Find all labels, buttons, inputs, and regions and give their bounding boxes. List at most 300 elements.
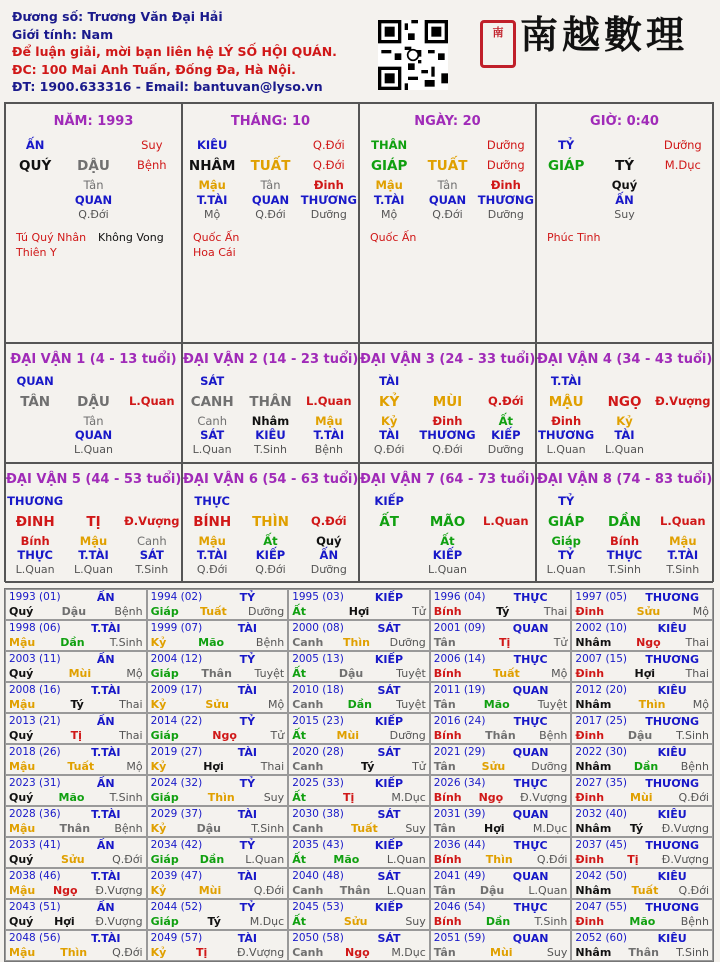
year-cell (430, 589, 572, 620)
year-label: 2019 (27) (150, 746, 203, 758)
year-star: QUAN (512, 870, 549, 883)
year-pillar (151, 760, 285, 773)
year-cell (571, 682, 713, 713)
year-can: Canh (292, 698, 324, 711)
year-star: TỶ (239, 591, 256, 604)
year-chi: Ngọ (212, 729, 237, 742)
year-cell (288, 837, 430, 868)
year-can: Ất (292, 667, 306, 680)
year-cell (5, 806, 147, 837)
year-pillar (575, 884, 709, 897)
year-star: SÁT (377, 622, 401, 635)
year-star: KIẾP (374, 591, 404, 604)
year-pillar (434, 884, 568, 897)
year-chi: Hợi (634, 667, 656, 680)
year-can: Quý (9, 853, 34, 866)
year-star: TỶ (239, 901, 256, 914)
year-status: Tuyệt (537, 698, 568, 711)
year-chi: Mão (629, 915, 656, 928)
year-cell (5, 744, 147, 775)
year-chi: Dần (633, 760, 659, 773)
year-can: Kỷ (150, 760, 167, 773)
year-status: T.Sinh (676, 729, 709, 742)
year-star: THƯƠNG (645, 777, 700, 790)
year-status: Đ.Vượng (661, 822, 709, 835)
year-status: Tuyệt (396, 667, 426, 680)
year-star: T.TÀI (91, 932, 121, 945)
year-label: 2041 (49) (433, 870, 486, 882)
year-cell (571, 651, 713, 682)
year-status: Dưỡng (389, 729, 426, 742)
year-label: 2043 (51) (9, 901, 61, 913)
year-chi: Dậu (338, 667, 364, 680)
year-star: THƯƠNG (645, 839, 700, 852)
year-chi: Tuất (67, 760, 95, 773)
year-star: TỶ (239, 839, 256, 852)
year-status: Q.Đới (112, 946, 143, 959)
year-chi: Tị (499, 636, 511, 649)
year-star: QUAN (512, 746, 549, 759)
year-cell (5, 713, 147, 744)
year-chi: Tý (70, 698, 84, 711)
year-can: Quý (9, 915, 34, 928)
year-cell (5, 682, 147, 713)
year-chi: Dần (60, 636, 85, 649)
year-status: Suy (263, 791, 285, 804)
pillar-day: NGÀY: 20 THÂN Dưỡng GIÁP TUẤT Dưỡng Mậu Tân Đinh T.TÀI QUAN THƯƠNG Mộ Q.Đới Dưỡng Quốc Ấn (359, 103, 536, 343)
contact-note: Để luận giải, mời bạn liên hệ LÝ SỐ HỘI QUÁN. (12, 44, 337, 59)
year-can: Nhâm (575, 884, 612, 897)
year-can: Giáp (150, 791, 179, 804)
year-status: Tử (412, 605, 426, 618)
year-star: TỶ (239, 715, 256, 728)
year-pillar (434, 822, 568, 835)
year-chi: Dậu (196, 822, 221, 835)
year-cell (147, 620, 289, 651)
year-can: Quý (9, 729, 34, 742)
year-chi: Sửu (636, 605, 661, 618)
dai-van-6: ĐẠI VẬN 6 (54 - 63 tuổi) THỰC BÍNH THÌN Q.Đới Mậu Ất Quý T.TÀI KIẾP ẤN Q.Đới Q.Đới Dưỡng (182, 463, 359, 583)
year-label: 2001 (09) (433, 622, 486, 634)
year-pillar (434, 791, 568, 804)
year-status: Q.Đới (678, 884, 709, 897)
year-status: Mộ (551, 667, 568, 680)
year-cell (288, 744, 430, 775)
year-status: Tuyệt (396, 698, 426, 711)
year-label: 2016 (24) (433, 715, 486, 727)
year-star: QUAN (512, 808, 549, 821)
year-pillar (9, 729, 143, 742)
year-can: Ất (292, 853, 306, 866)
year-can: Ất (292, 729, 306, 742)
year-pillar (575, 853, 709, 866)
year-can: Giáp (150, 667, 179, 680)
year-cell (147, 682, 289, 713)
year-label: 2033 (41) (9, 839, 61, 851)
year-label: 2035 (43) (292, 839, 344, 851)
year-star: KIẾP (374, 715, 404, 728)
year-chi: Dần (199, 853, 225, 866)
year-cell (571, 837, 713, 868)
year-status: Bệnh (114, 822, 143, 835)
year-pillar (151, 915, 285, 928)
year-can: Ất (292, 605, 306, 618)
year-can: Giáp (150, 915, 179, 928)
year-label: 2015 (23) (292, 715, 344, 727)
year-pillar (9, 822, 143, 835)
pillar-month: THÁNG: 10 KIÊU Q.Đới NHÂM TUẤT Q.Đới Mậu Tân Đinh T.TÀI QUAN THƯƠNG Mộ Q.Đới Dưỡng Quốc Ấn Hoa Cái (182, 103, 359, 343)
year-chi: Ngọ (636, 636, 661, 649)
year-pillar (151, 946, 285, 959)
year-chi: Tị (627, 853, 639, 866)
year-star: THỰC (513, 777, 548, 790)
year-pillar (151, 605, 285, 618)
year-status: Suy (405, 915, 426, 928)
year-star: SÁT (377, 684, 401, 697)
year-chi: Thân (59, 822, 91, 835)
year-label: 2044 (52) (150, 901, 203, 913)
year-label: 2004 (12) (150, 653, 203, 665)
year-star: THỰC (513, 901, 548, 914)
year-cell (430, 806, 572, 837)
year-cell (5, 651, 147, 682)
year-label: 2042 (50) (575, 870, 628, 882)
year-pillar (151, 636, 285, 649)
year-label: 1998 (06) (9, 622, 61, 634)
year-cell (571, 806, 713, 837)
year-label: 2027 (35) (575, 777, 628, 789)
year-pillar (292, 636, 426, 649)
year-status: Q.Đới (253, 884, 285, 897)
year-star: ẤN (96, 715, 115, 728)
year-pillar (292, 760, 426, 773)
year-star: T.TÀI (91, 684, 121, 697)
year-status: Đ.Vượng (236, 946, 285, 959)
year-status: Suy (405, 822, 426, 835)
year-star: KIÊU (657, 622, 687, 635)
year-chi: Mùi (630, 791, 653, 804)
year-cell (430, 930, 572, 961)
year-star: KIÊU (657, 746, 687, 759)
year-label: 2025 (33) (292, 777, 344, 789)
dai-van-3: ĐẠI VẬN 3 (24 - 33 tuổi) TÀI KỶ MÙI Q.Đới Kỷ Đinh Ất TÀI THƯƠNG KIẾP Q.Đới Q.Đới Dưỡng (359, 343, 536, 463)
year-pillar (575, 822, 709, 835)
year-cell (430, 899, 572, 930)
year-cell (5, 868, 147, 899)
year-cell (430, 713, 572, 744)
year-pillar (434, 946, 568, 959)
dai-van-2: ĐẠI VẬN 2 (14 - 23 tuổi) SÁT CANH THÂN L.Quan Canh Nhâm Mậu SÁT KIÊU T.TÀI L.Quan T.Sinh Bệnh (182, 343, 359, 463)
year-cell (571, 620, 713, 651)
year-star: TÀI (237, 622, 258, 635)
address: ĐC: 100 Mai Anh Tuấn, Đống Đa, Hà Nội. (12, 61, 296, 77)
year-star: KIẾP (374, 777, 404, 790)
year-label: 2006 (14) (433, 653, 486, 665)
year-can: Tân (433, 884, 456, 897)
year-pillar (9, 636, 143, 649)
year-status: Thai (260, 760, 285, 773)
year-star: ẤN (96, 591, 115, 604)
year-label: 2050 (58) (292, 932, 344, 944)
year-can: Tân (433, 760, 456, 773)
year-pillar (575, 605, 709, 618)
year-status: Bệnh (255, 636, 285, 649)
year-chi: Thân (339, 884, 371, 897)
dai-van-8: ĐẠI VẬN 8 (74 - 83 tuổi) TỶ GIÁP DẦN L.Quan Giáp Bính Mậu TỶ THỰC T.TÀI L.Quan T.Sinh T.Sinh (536, 463, 713, 583)
year-label: 2002 (10) (575, 622, 628, 634)
year-status: T.Sinh (109, 791, 143, 804)
brand-logo (520, 4, 688, 59)
year-cell (571, 713, 713, 744)
year-pillar (151, 884, 285, 897)
year-pillar (151, 729, 285, 742)
year-can: Bính (433, 667, 462, 680)
year-status: M.Dục (391, 946, 426, 959)
year-can: Đinh (575, 915, 605, 928)
year-star: QUAN (512, 684, 549, 697)
year-status: Suy (546, 946, 568, 959)
year-chi: Thìn (60, 946, 88, 959)
year-pillar (575, 667, 709, 680)
year-can: Ất (292, 915, 306, 928)
year-chi: Dậu (61, 605, 87, 618)
year-label: 2037 (45) (575, 839, 628, 851)
year-star: KIÊU (657, 684, 687, 697)
year-pillar (9, 605, 143, 618)
year-label: 2036 (44) (433, 839, 486, 851)
annual-table (4, 588, 714, 962)
year-label: 1999 (07) (150, 622, 203, 634)
year-cell (5, 899, 147, 930)
year-star: THỰC (513, 839, 548, 852)
year-chi: Ngọ (52, 884, 78, 897)
year-cell (571, 899, 713, 930)
year-chi: Sửu (343, 915, 368, 928)
year-cell (288, 899, 430, 930)
year-chi: Tý (361, 760, 375, 773)
year-cell (147, 589, 289, 620)
year-can: Kỷ (150, 946, 167, 959)
year-pillar (434, 729, 568, 742)
year-cell (288, 682, 430, 713)
year-star: ẤN (96, 653, 115, 666)
year-star: ẤN (96, 839, 115, 852)
pillar-title: GIỜ: 0:40 (590, 114, 659, 129)
year-star: THƯƠNG (645, 715, 700, 728)
year-chi: Hợi (348, 605, 370, 618)
year-cell (288, 651, 430, 682)
year-can: Canh (292, 946, 324, 959)
year-can: Giáp (150, 853, 179, 866)
year-label: 2046 (54) (433, 901, 486, 913)
year-status: Mộ (126, 667, 143, 680)
year-label: 2049 (57) (150, 932, 203, 944)
year-chi: Ngọ (345, 946, 370, 959)
year-pillar (434, 760, 568, 773)
year-star: THỰC (513, 653, 548, 666)
year-chi: Ngọ (478, 791, 504, 804)
year-pillar (292, 853, 426, 866)
year-chi: Sửu (481, 760, 506, 773)
year-chi: Tị (196, 946, 208, 959)
year-status: Tuyệt (254, 667, 285, 680)
year-label: 2047 (55) (575, 901, 628, 913)
year-label: 2048 (56) (9, 932, 61, 944)
year-pillar (292, 605, 426, 618)
year-label: 1994 (02) (150, 591, 203, 603)
pillar-hour: GIỜ: 0:40 TỶ Dưỡng GIÁP TÝ M.Dục Quý ẤN Suy Phúc Tinh (536, 103, 713, 343)
year-star: SÁT (377, 932, 401, 945)
year-can: Kỷ (150, 822, 167, 835)
year-star: KIÊU (657, 808, 687, 821)
phone-email[interactable]: ĐT: 1900.633316 - Email: bantuvan@lyso.vn (12, 79, 323, 94)
year-can: Kỷ (150, 636, 167, 649)
year-chi: Tuất (492, 667, 520, 680)
year-pillar (434, 698, 568, 711)
year-can: Nhâm (575, 946, 612, 959)
year-can: Đinh (575, 853, 605, 866)
year-label: 2029 (37) (150, 808, 203, 820)
year-label: 2026 (34) (433, 777, 486, 789)
year-pillar (9, 946, 143, 959)
year-status: Mộ (692, 605, 709, 618)
dai-van-1: ĐẠI VẬN 1 (4 - 13 tuổi) QUAN TÂN DẬU L.Quan Tân QUAN L.Quan (5, 343, 182, 463)
year-status: Đ.Vượng (520, 791, 568, 804)
year-can: Đinh (575, 791, 605, 804)
year-chi: Thân (628, 946, 659, 959)
year-label: 2031 (39) (433, 808, 486, 820)
year-can: Bính (433, 605, 462, 618)
bazi-grid (4, 102, 714, 582)
year-star: THƯƠNG (645, 901, 700, 914)
qr-code-icon[interactable] (378, 20, 448, 90)
year-pillar (9, 884, 143, 897)
year-pillar (151, 853, 285, 866)
year-star: THƯƠNG (645, 591, 700, 604)
year-cell (571, 775, 713, 806)
year-chi: Thìn (485, 853, 513, 866)
year-pillar (151, 822, 285, 835)
year-can: Kỷ (150, 698, 167, 711)
year-chi: Mão (333, 853, 360, 866)
year-star: QUAN (512, 622, 549, 635)
year-cell (147, 930, 289, 961)
year-cell (571, 744, 713, 775)
year-can: Canh (292, 884, 324, 897)
year-cell (147, 899, 289, 930)
year-label: 2024 (32) (150, 777, 203, 789)
year-pillar (9, 760, 143, 773)
year-can: Canh (292, 636, 324, 649)
year-label: 1997 (05) (575, 591, 628, 603)
year-cell (147, 806, 289, 837)
stars: Quốc Ấn Hoa Cái (193, 231, 240, 259)
year-chi: Hợi (203, 760, 224, 773)
year-pillar (9, 915, 143, 928)
year-label: 1993 (01) (9, 591, 61, 603)
year-chi: Tị (70, 729, 82, 742)
year-chi: Dần (347, 698, 372, 711)
year-cell (430, 868, 572, 899)
year-label: 2038 (46) (9, 870, 61, 882)
year-chi: Tý (207, 915, 221, 928)
year-pillar (151, 667, 285, 680)
year-can: Mậu (9, 698, 36, 711)
year-cell (288, 775, 430, 806)
year-star: SÁT (377, 870, 401, 883)
year-cell (5, 837, 147, 868)
year-pillar (434, 636, 568, 649)
year-label: 2003 (11) (9, 653, 61, 665)
year-star: T.TÀI (91, 870, 121, 883)
year-pillar (151, 791, 285, 804)
year-can: Bính (433, 915, 462, 928)
year-star: ẤN (96, 901, 115, 914)
year-chi: Thân (485, 729, 516, 742)
year-cell (5, 620, 147, 651)
year-chi: Thìn (638, 698, 666, 711)
year-star: ẤN (96, 777, 115, 790)
year-pillar (434, 605, 568, 618)
year-status: Tử (553, 636, 568, 649)
year-pillar (575, 791, 709, 804)
year-star: T.TÀI (91, 746, 121, 759)
year-star: T.TÀI (91, 808, 121, 821)
year-status: Thai (119, 729, 143, 742)
year-status: Thai (543, 605, 568, 618)
year-star: KIẾP (374, 839, 404, 852)
year-label: 1996 (04) (433, 591, 486, 603)
year-can: Đinh (575, 605, 605, 618)
year-chi: Mùi (490, 946, 513, 959)
year-pillar (9, 791, 143, 804)
year-pillar (575, 760, 709, 773)
year-pillar (292, 884, 426, 897)
year-status: Thai (119, 698, 143, 711)
thien-can: QUÝ (19, 158, 52, 174)
year-can: Nhâm (575, 698, 612, 711)
year-star: TỶ (239, 653, 256, 666)
year-can: Tân (433, 636, 456, 649)
year-status: Tử (270, 729, 285, 742)
year-label: 2040 (48) (292, 870, 344, 882)
year-status: Đ.Vượng (95, 915, 143, 928)
year-chi: Mùi (68, 667, 92, 680)
year-cell (147, 713, 289, 744)
year-status: Dưỡng (531, 760, 568, 773)
year-status: T.Sinh (534, 915, 568, 928)
year-label: 2023 (31) (9, 777, 61, 789)
owner-name: Đương số: Trương Văn Đại Hải (12, 9, 223, 24)
year-status: Tử (412, 760, 426, 773)
year-status: T.Sinh (676, 946, 709, 959)
year-cell (288, 868, 430, 899)
year-pillar (9, 853, 143, 866)
year-pillar (9, 698, 143, 711)
year-star: KIÊU (657, 932, 687, 945)
year-status: L.Quan (528, 884, 568, 897)
year-pillar (9, 667, 143, 680)
year-status: Bệnh (539, 729, 568, 742)
year-label: 2021 (29) (433, 746, 486, 758)
year-status: L.Quan (245, 853, 285, 866)
year-chi: Dậu (627, 729, 653, 742)
year-cell (430, 620, 572, 651)
year-can: Nhâm (575, 822, 612, 835)
year-pillar (434, 667, 568, 680)
year-status: Thai (685, 667, 709, 680)
year-cell (147, 744, 289, 775)
